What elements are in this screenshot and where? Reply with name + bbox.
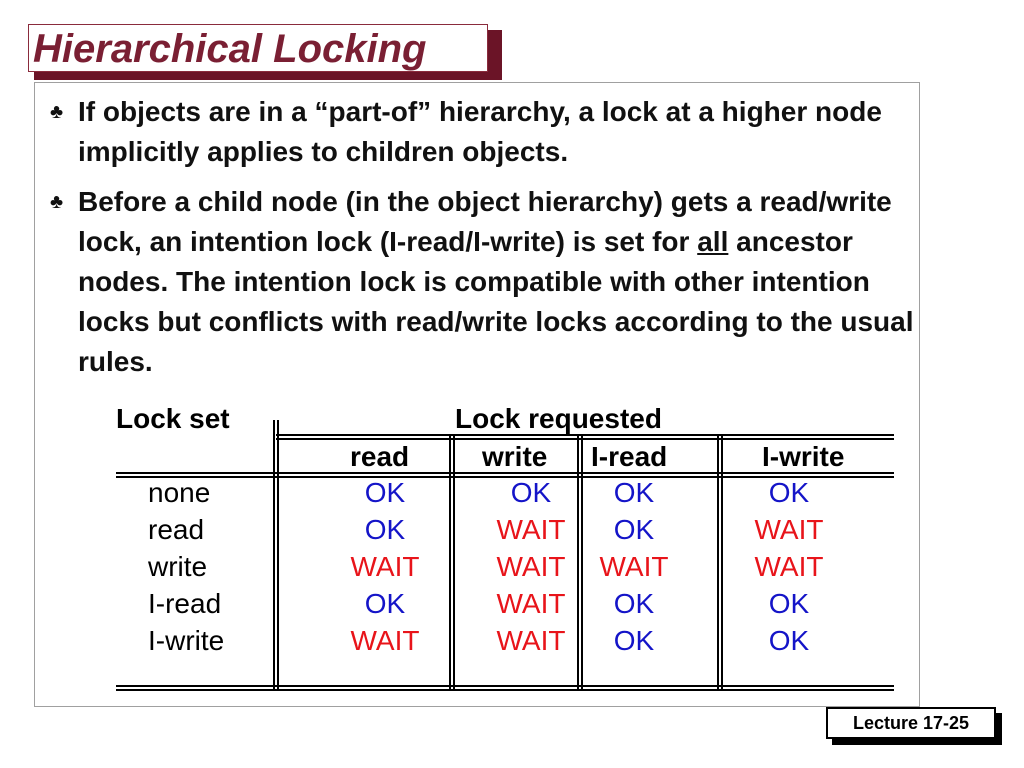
header-line-top [276,434,894,436]
cell-write-i-read: WAIT [599,551,669,582]
cell-read-i-read: OK [613,514,655,545]
row-label-none: none [148,477,211,508]
cell-read-read: OK [364,514,406,545]
cell-write-write: WAIT [496,551,566,582]
table-bottom-line-2 [116,689,894,691]
header-line-top-2 [276,438,894,440]
club-bullet-icon: ♣ [50,101,64,123]
cell-none-i-write: OK [768,477,810,508]
cell-none-write: OK [510,477,552,508]
bullet-1-text: If objects are in a “part-of” hierarchy, a lock at a higher node implicitly applies to children objects. [78,96,882,167]
col-divider-3b [721,436,723,690]
bullet-list [44,92,914,392]
slide-title: Hierarchical Locking [28,24,488,72]
title-area [28,24,488,72]
bullet-1 [44,92,914,172]
bullet-2-underlined: all [697,226,729,257]
column-header-write: write [482,441,548,472]
lock-set-header: Lock set [116,403,230,434]
cell-write-i-write: WAIT [754,551,824,582]
row-label-write: write [148,551,208,582]
row-label-read: read [148,514,205,545]
cell-i-read-read: OK [364,588,406,619]
row-label-i-write: I-write [148,625,225,656]
cell-none-read: OK [364,477,406,508]
col-divider-2b [581,436,583,690]
club-bullet-icon: ♣ [50,191,64,213]
column-header-i-write: I-write [762,441,845,472]
col-divider-3 [717,436,719,690]
cell-i-write-write: WAIT [496,625,566,656]
cell-read-i-write: WAIT [754,514,824,545]
col-divider-1b [453,436,455,690]
lock-requested-header: Lock requested [455,403,662,434]
lecture-label: Lecture 17-25 [826,707,996,739]
bullet-2-text-post: ancestor nodes. The intention lock is compatible with other intention locks but conflicts with read/write locks according to the usual rules. [78,226,914,377]
bullet-2 [44,182,914,382]
cell-write-read: WAIT [350,551,420,582]
column-header-i-read: I-read [591,441,668,472]
header-line-bottom [116,472,894,474]
cell-i-write-read: WAIT [350,625,420,656]
cell-i-read-write: WAIT [496,588,566,619]
bullet-2-text-pre: Before a child node (in the object hierarchy) gets a read/write lock, an intention lock (I-read/I-write) is set for [78,186,892,257]
cell-read-write: WAIT [496,514,566,545]
cell-i-read-i-read: OK [613,588,655,619]
col-divider-0 [273,420,275,690]
cell-i-write-i-read: OK [613,625,655,656]
col-divider-1 [449,436,451,690]
table-bottom-line [116,685,894,687]
col-divider-2 [577,436,579,690]
cell-none-i-read: OK [613,477,655,508]
cell-i-write-i-write: OK [768,625,810,656]
row-label-i-read: I-read [148,588,222,619]
lock-compatibility-table [110,400,900,700]
cell-i-read-i-write: OK [768,588,810,619]
column-header-read: read [350,441,410,472]
col-divider-0b [277,420,279,690]
